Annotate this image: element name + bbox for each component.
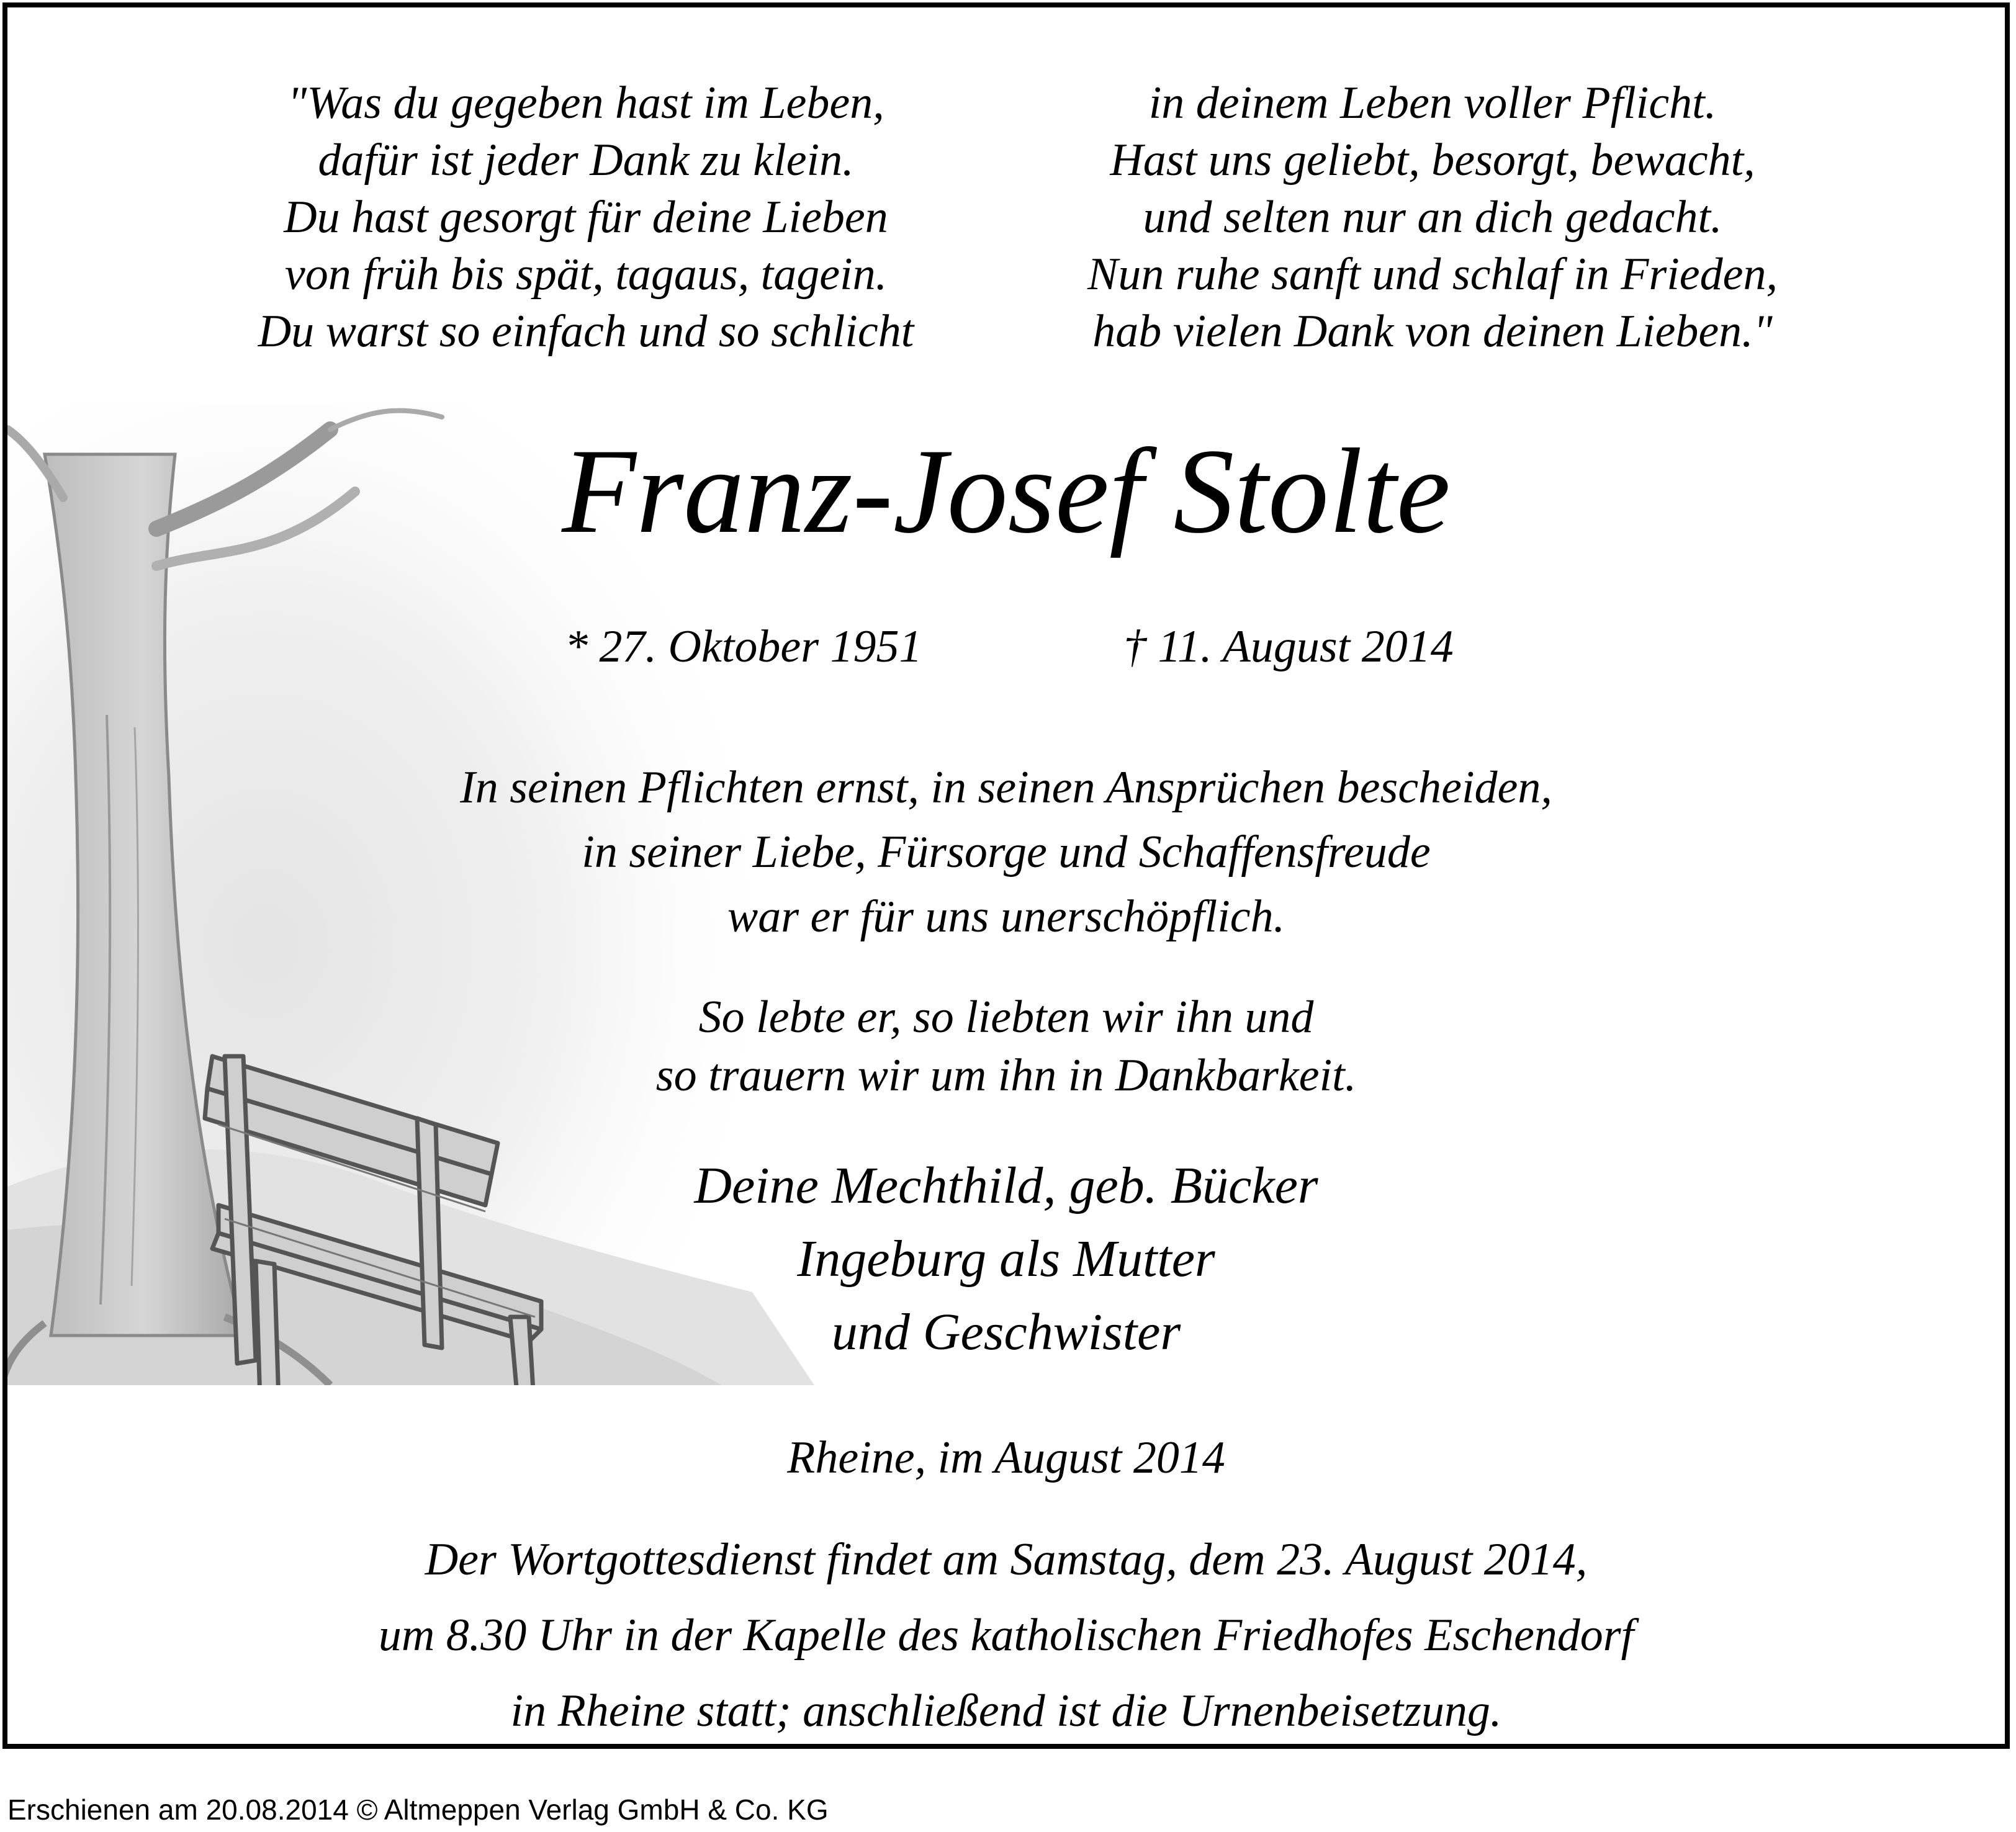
poem-right-column bbox=[1029, 74, 1836, 360]
poem-line: in deinem Leben voller Pflicht. bbox=[1148, 78, 1717, 128]
poem-line: Du warst so einfach und so schlicht bbox=[258, 306, 914, 357]
poem-line: dafür ist jeder Dank zu klein. bbox=[318, 135, 854, 186]
mourning-line: So lebte er, so liebten wir ihn und bbox=[698, 992, 1314, 1043]
poem-left-column bbox=[182, 74, 989, 360]
mourners-list bbox=[7, 1149, 2005, 1369]
mourning-line: so trauern wir um ihn in Dankbarkeit. bbox=[655, 1050, 1357, 1101]
poem-line: und selten nur an dich gedacht. bbox=[1143, 192, 1722, 243]
poem-line: von früh bis spät, tagaus, tagein. bbox=[284, 249, 888, 300]
tribute-text bbox=[7, 755, 2005, 949]
service-line: um 8.30 Uhr in der Kapelle des katholischen Friedhofes Eschendorf bbox=[378, 1610, 1634, 1661]
tribute-line: war er für uns unerschöpflich. bbox=[727, 891, 1285, 942]
mourner-line: Deine Mechthild, geb. Bücker bbox=[694, 1157, 1318, 1215]
publication-footer: Erschienen am 20.08.2014 © Altmeppen Verlag GmbH & Co. KG bbox=[7, 1794, 829, 1826]
mourner-line: und Geschwister bbox=[831, 1303, 1181, 1361]
obituary-frame bbox=[2, 2, 2010, 1749]
poem-line: hab vielen Dank von deinen Lieben." bbox=[1092, 306, 1773, 357]
mourner-line: Ingeburg als Mutter bbox=[797, 1230, 1215, 1288]
poem-line: Nun ruhe sanft und schlaf in Frieden, bbox=[1087, 249, 1778, 300]
tribute-line: in seiner Liebe, Fürsorge und Schaffensfreude bbox=[582, 827, 1431, 878]
service-line: Der Wortgottesdienst findet am Samstag, dem 23. August 2014, bbox=[425, 1534, 1588, 1585]
service-notice bbox=[7, 1522, 2005, 1749]
tribute-line: In seinen Pflichten ernst, in seinen Ansprüchen bescheiden, bbox=[460, 762, 1552, 813]
place-and-date: Rheine, im August 2014 bbox=[787, 1432, 1225, 1483]
deceased-name: Franz-Josef Stolte bbox=[562, 424, 1451, 559]
death-date: † 11. August 2014 bbox=[1123, 621, 1454, 672]
birth-date: * 27. Oktober 1951 bbox=[565, 621, 922, 672]
service-line: in Rheine statt; anschließend ist die Urnenbeisetzung. bbox=[510, 1686, 1502, 1736]
poem-line: Du hast gesorgt für deine Lieben bbox=[284, 192, 888, 243]
poem-line: "Was du gegeben hast im Leben, bbox=[287, 78, 884, 128]
poem-line: Hast uns geliebt, besorgt, bewacht, bbox=[1110, 135, 1755, 186]
mourning-text bbox=[7, 988, 2005, 1105]
